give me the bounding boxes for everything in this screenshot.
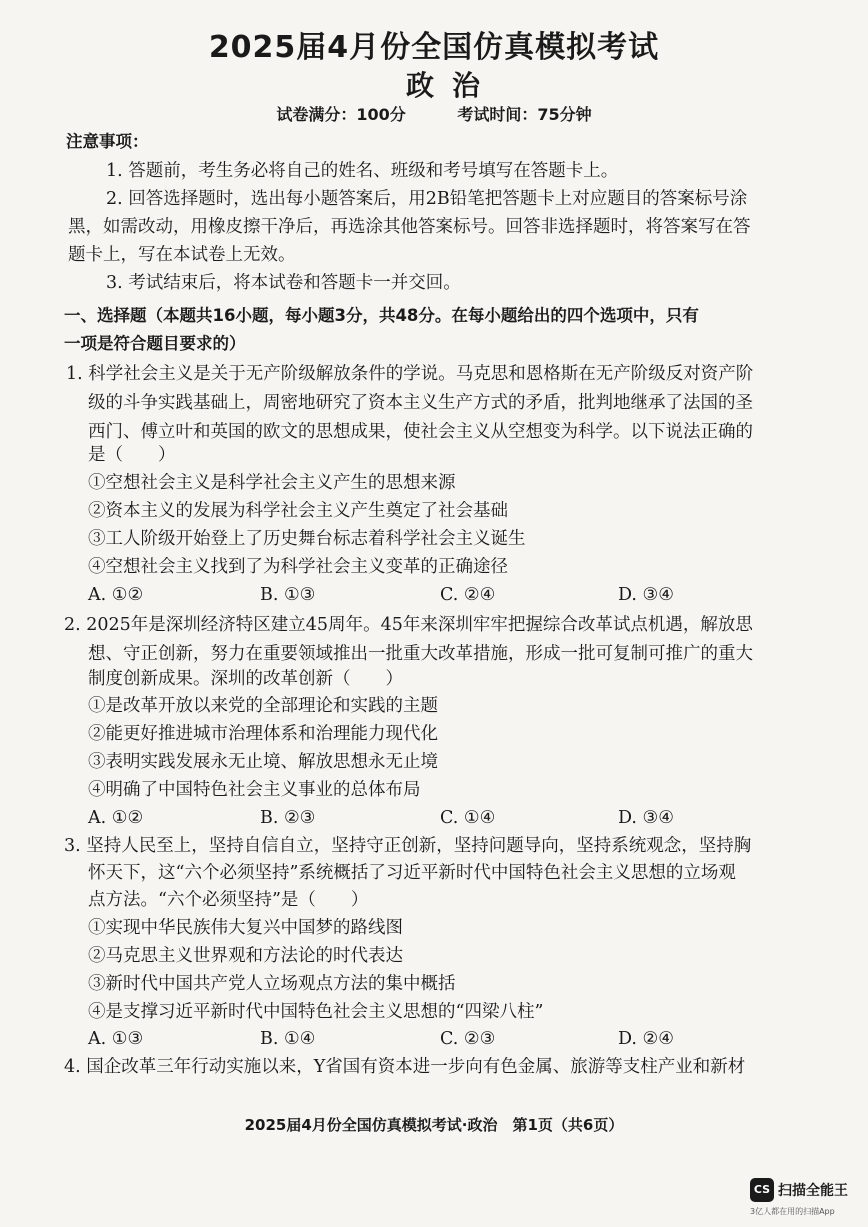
scanner-watermark (750, 1178, 860, 1220)
option-a: A. ①② (88, 808, 144, 828)
option-b: B. ①④ (260, 1029, 316, 1049)
statement-item: ①实现中华民族伟大复兴中国梦的路线图 (88, 918, 403, 938)
option-d: D. ③④ (618, 808, 674, 828)
camscanner-logo-icon: CS (750, 1178, 774, 1202)
question-stem: 3. 坚持人民至上，坚持自信自立，坚持守正创新，坚持问题导向，坚持系统观念，坚持胸 (64, 836, 752, 856)
full-score: 试卷满分：100分 (276, 105, 406, 124)
answer-options (88, 1025, 788, 1053)
statement-item: ①空想社会主义是科学社会主义产生的思想来源 (88, 473, 456, 493)
subject-title: 政治 (405, 69, 498, 102)
option-d: D. ②④ (618, 1029, 674, 1049)
question-stem: 4. 国企改革三年行动实施以来，Y省国有资本进一步向有色金属、旅游等支柱产业和新材 (64, 1057, 746, 1077)
question-stem: 怀天下，这“六个必须坚持”系统概括了习近平新时代中国特色社会主义思想的立场观 (88, 863, 736, 883)
question-stem: 级的斗争实践基础上，周密地研究了资本主义生产方式的矛盾，批判地继承了法国的圣 (88, 393, 753, 413)
notice-heading: 注意事项： (66, 132, 149, 151)
statement-item: ③新时代中国共产党人立场观点方法的集中概括 (88, 974, 456, 994)
option-d: D. ③④ (618, 585, 674, 605)
question-stem: 2. 2025年是深圳经济特区建立45周年。45年来深圳牢牢把握综合改革试点机遇，解放思 (64, 615, 753, 635)
option-a: A. ①② (88, 585, 144, 605)
answer-options (88, 804, 788, 832)
option-c: C. ②③ (440, 1029, 496, 1049)
statement-item: ③表明实践发展永无止境、解放思想永无止境 (88, 752, 438, 772)
statement-item: ②能更好推进城市治理体系和治理能力现代化 (88, 724, 438, 744)
exam-meta (0, 102, 868, 125)
notice-item: 2. 回答选择题时，选出每小题答案后，用2B铅笔把答题卡上对应题目的答案标号涂 (106, 189, 748, 209)
option-a: A. ①③ (88, 1029, 144, 1049)
page-footer: 2025届4月份全国仿真模拟考试·政治 第1页（共6页） (244, 1116, 624, 1134)
option-b: B. ①③ (260, 585, 316, 605)
notice-item: 题卡上，写在本试卷上无效。 (68, 245, 296, 265)
statement-item: ①是改革开放以来党的全部理论和实践的主题 (88, 696, 438, 716)
duration: 考试时间：75分钟 (457, 105, 592, 124)
notice-item: 黑，如需改动，用橡皮擦干净后，再选涂其他答案标号。回答非选择题时，将答案写在答 (68, 217, 751, 237)
statement-item: ③工人阶级开始登上了历史舞台标志着科学社会主义诞生 (88, 529, 526, 549)
option-b: B. ②③ (260, 808, 316, 828)
section-heading: 一项是符合题目要求的） (64, 334, 246, 353)
statement-item: ④是支撑习近平新时代中国特色社会主义思想的“四梁八柱” (88, 1002, 544, 1022)
answer-options (88, 581, 788, 609)
option-c: C. ①④ (440, 808, 496, 828)
question-stem: 想、守正创新，努力在重要领域推出一批重大改革措施，形成一批可复制可推广的重大 (88, 644, 753, 664)
exam-title: 2025届4月份全国仿真模拟考试 (208, 30, 660, 65)
notice-item: 3. 考试结束后，将本试卷和答题卡一并交回。 (106, 273, 461, 293)
notice-item: 1. 答题前，考生务必将自己的姓名、班级和考号填写在答题卡上。 (106, 161, 619, 181)
scanner-app-name: 扫描全能王 (778, 1183, 848, 1199)
section-heading: 一、选择题（本题共16小题，每小题3分，共48分。在每小题给出的四个选项中，只有 (64, 306, 699, 325)
statement-item: ④明确了中国特色社会主义事业的总体布局 (88, 780, 421, 800)
scanner-tagline: 3亿人都在用的扫描App (750, 1207, 835, 1216)
statement-item: ④空想社会主义找到了为科学社会主义变革的正确途径 (88, 557, 508, 577)
option-c: C. ②④ (440, 585, 496, 605)
statement-item: ②资本主义的发展为科学社会主义产生奠定了社会基础 (88, 501, 508, 521)
question-stem: 点方法。“六个必须坚持”是（ ） (88, 890, 369, 910)
statement-item: ②马克思主义世界观和方法论的时代表达 (88, 946, 403, 966)
question-stem: 是（ ） (88, 445, 176, 465)
question-stem: 1. 科学社会主义是关于无产阶级解放条件的学说。马克思和恩格斯在无产阶级反对资产阶 (66, 364, 754, 384)
question-stem: 制度创新成果。深圳的改革创新（ ） (88, 669, 403, 689)
question-stem: 西门、傅立叶和英国的欧文的思想成果，使社会主义从空想变为科学。以下说法正确的 (88, 422, 753, 442)
